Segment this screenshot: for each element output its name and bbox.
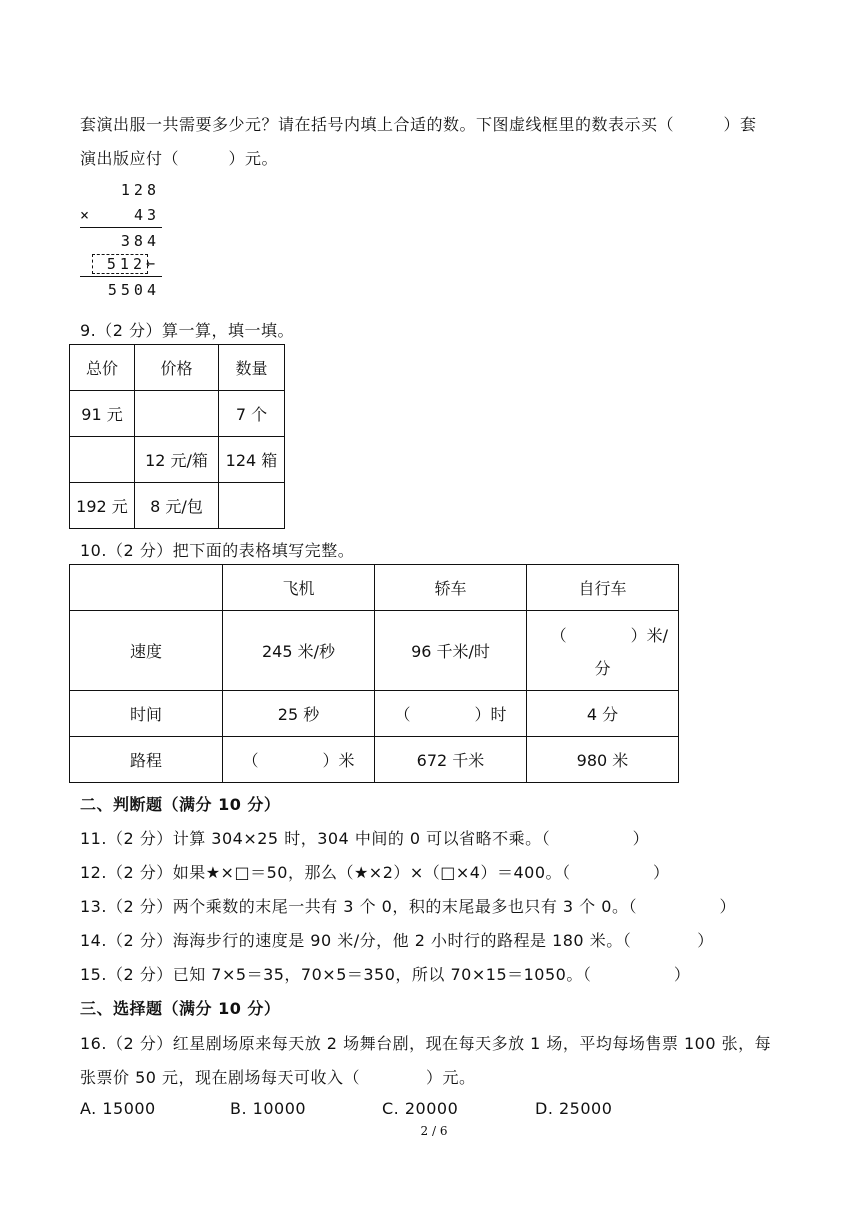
table-row — [70, 565, 679, 611]
table-cell: 91 元 — [70, 391, 135, 437]
table-cell — [527, 611, 679, 691]
arrow-left-icon: ← — [146, 254, 156, 272]
judgment-item: 13.（2 分）两个乘数的末尾一共有 3 个 0，积的末尾最多也只有 3 个 0。（ ） — [80, 897, 736, 916]
question-9-title: 9.（2 分）算一算，填一填。 — [80, 321, 295, 340]
judgment-item: 14.（2 分）海海步行的速度是 90 米/分，他 2 小时行的路程是 180 米。（ ） — [80, 931, 714, 950]
table-cell — [135, 391, 219, 437]
partial-product-1: 384 — [120, 232, 160, 250]
table-row — [70, 691, 679, 737]
speed-blank-line2: 分 — [594, 658, 611, 678]
table-row — [70, 483, 285, 529]
multiplier: 43 — [133, 206, 160, 224]
divider-line — [80, 227, 162, 228]
question-10-title: 10.（2 分）把下面的表格填写完整。 — [80, 541, 355, 560]
table-cell: 96 千米/时 — [375, 611, 527, 691]
question-text-line: 套演出服一共需要多少元？请在括号内填上合适的数。下图虚线框里的数表示买（ ）套 — [80, 115, 757, 134]
option-c: C. 20000 — [382, 1099, 459, 1118]
table-cell: 672 千米 — [375, 737, 527, 783]
table-row — [70, 391, 285, 437]
table-cell: 4 分 — [527, 691, 679, 737]
table-cell: 路程 — [70, 737, 223, 783]
question-text-line: 演出版应付（ ）元。 — [80, 149, 279, 168]
judgment-item: 11.（2 分）计算 304×25 时，304 中间的 0 可以省略不乘。（ ） — [80, 829, 650, 848]
table-cell: 124 箱 — [219, 437, 285, 483]
option-a: A. 15000 — [80, 1099, 156, 1118]
option-b: B. 10000 — [230, 1099, 307, 1118]
table-row — [70, 437, 285, 483]
q10-table — [69, 564, 679, 783]
table-cell: （ ）米 — [223, 737, 375, 783]
table-row — [70, 345, 285, 391]
product: 5504 — [107, 281, 160, 299]
table-header-cell: 总价 — [70, 345, 135, 391]
times-sign: × — [80, 206, 90, 224]
section-2-title: 二、判断题（满分 10 分） — [80, 795, 281, 814]
table-header-cell: 飞机 — [223, 565, 375, 611]
partial-product-2: 512 — [106, 255, 146, 273]
speed-blank-line1: （ ）米/ — [550, 625, 668, 645]
table-cell: 速度 — [70, 611, 223, 691]
table-row — [70, 611, 679, 691]
table-cell: 192 元 — [70, 483, 135, 529]
table-header-cell: 自行车 — [527, 565, 679, 611]
table-cell — [219, 483, 285, 529]
table-header-cell: 轿车 — [375, 565, 527, 611]
table-row — [70, 737, 679, 783]
question-16-line: 16.（2 分）红星剧场原来每天放 2 场舞台剧，现在每天多放 1 场，平均每场售票 100 张，每 — [80, 1034, 772, 1053]
page-number: 2 / 6 — [420, 1124, 448, 1138]
table-cell: 7 个 — [219, 391, 285, 437]
table-cell: 8 元/包 — [135, 483, 219, 529]
q9-table — [69, 344, 285, 529]
judgment-item: 12.（2 分）如果★×□＝50，那么（★×2）×（□×4）＝400。（ ） — [80, 863, 670, 882]
table-cell: 245 米/秒 — [223, 611, 375, 691]
table-cell: 12 元/箱 — [135, 437, 219, 483]
table-header-cell — [70, 565, 223, 611]
table-cell — [70, 437, 135, 483]
section-3-title: 三、选择题（满分 10 分） — [80, 999, 281, 1018]
divider-line — [80, 276, 162, 277]
judgment-item: 15.（2 分）已知 7×5＝35，70×5＝350，所以 70×15＝1050。（ ） — [80, 965, 691, 984]
multiplicand: 128 — [120, 181, 160, 199]
table-cell: 25 秒 — [223, 691, 375, 737]
table-cell: （ ）时 — [375, 691, 527, 737]
question-16-line: 张票价 50 元，现在剧场每天可收入（ ）元。 — [80, 1068, 476, 1087]
table-header-cell: 价格 — [135, 345, 219, 391]
table-header-cell: 数量 — [219, 345, 285, 391]
table-cell: 时间 — [70, 691, 223, 737]
vertical-multiplication — [80, 178, 170, 303]
table-cell: 980 米 — [527, 737, 679, 783]
option-d: D. 25000 — [535, 1099, 613, 1118]
